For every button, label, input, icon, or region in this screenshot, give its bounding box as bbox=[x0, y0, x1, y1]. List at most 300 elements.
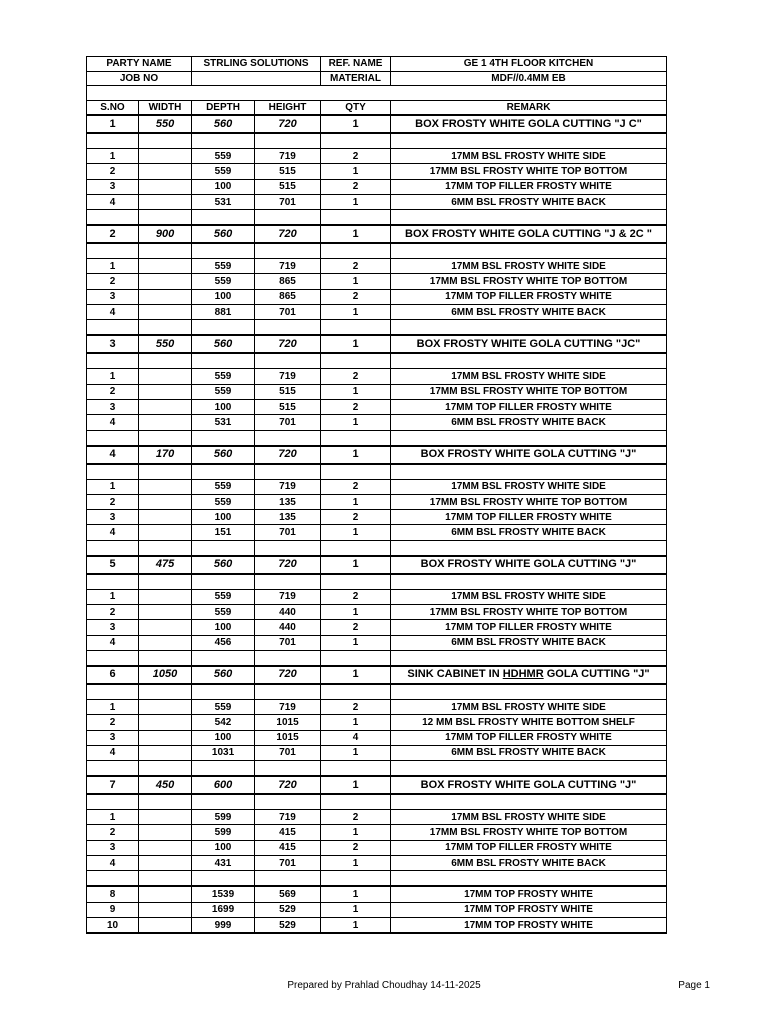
blank-cell bbox=[139, 430, 192, 446]
part-qty: 1 bbox=[321, 494, 391, 509]
part-remark: 17MM TOP FROSTY WHITE bbox=[391, 886, 667, 902]
box-row bbox=[87, 776, 667, 794]
part-sno: 4 bbox=[87, 194, 139, 209]
info-row-job bbox=[87, 71, 667, 86]
part-width bbox=[139, 730, 192, 745]
part-sno: 3 bbox=[87, 840, 139, 855]
blank-cell bbox=[139, 794, 192, 810]
part-height: 415 bbox=[255, 825, 321, 840]
part-sno: 3 bbox=[87, 620, 139, 635]
blank-cell bbox=[391, 210, 667, 226]
part-remark: 6MM BSL FROSTY WHITE BACK bbox=[391, 525, 667, 540]
blank-cell bbox=[139, 540, 192, 556]
part-qty: 1 bbox=[321, 274, 391, 289]
cutting-list-sheet bbox=[86, 56, 666, 934]
part-width bbox=[139, 399, 192, 414]
part-height: 865 bbox=[255, 289, 321, 304]
part-depth: 999 bbox=[192, 917, 255, 933]
blank-cell bbox=[255, 353, 321, 369]
part-depth: 881 bbox=[192, 305, 255, 320]
part-remark: 17MM TOP FILLER FROSTY WHITE bbox=[391, 620, 667, 635]
part-qty: 1 bbox=[321, 384, 391, 399]
part-depth: 559 bbox=[192, 259, 255, 274]
part-remark: 17MM BSL FROSTY WHITE SIDE bbox=[391, 810, 667, 825]
blank-cell bbox=[255, 650, 321, 666]
part-width bbox=[139, 415, 192, 430]
blank-cell bbox=[255, 133, 321, 149]
part-depth: 531 bbox=[192, 415, 255, 430]
job-no-value bbox=[192, 71, 321, 86]
part-height: 719 bbox=[255, 699, 321, 714]
job-no-label: JOB NO bbox=[87, 71, 192, 86]
part-sno: 2 bbox=[87, 825, 139, 840]
col-depth-header: DEPTH bbox=[192, 101, 255, 116]
part-height: 701 bbox=[255, 415, 321, 430]
blank-cell bbox=[192, 684, 255, 700]
part-height: 701 bbox=[255, 525, 321, 540]
part-row bbox=[87, 179, 667, 194]
part-row bbox=[87, 369, 667, 384]
part-width bbox=[139, 840, 192, 855]
blank-cell bbox=[139, 871, 192, 887]
blank-cell bbox=[255, 540, 321, 556]
box-sno: 5 bbox=[87, 556, 139, 574]
blank-cell bbox=[255, 243, 321, 259]
part-width bbox=[139, 810, 192, 825]
blank-cell bbox=[321, 650, 391, 666]
part-qty: 2 bbox=[321, 259, 391, 274]
part-qty: 2 bbox=[321, 699, 391, 714]
part-qty: 2 bbox=[321, 149, 391, 164]
blank-cell bbox=[87, 243, 139, 259]
part-depth: 559 bbox=[192, 589, 255, 604]
part-qty: 1 bbox=[321, 917, 391, 933]
blank-cell bbox=[321, 243, 391, 259]
part-height: 415 bbox=[255, 840, 321, 855]
blank-cell bbox=[87, 650, 139, 666]
part-row bbox=[87, 164, 667, 179]
part-remark: 6MM BSL FROSTY WHITE BACK bbox=[391, 856, 667, 871]
info-row-party bbox=[87, 57, 667, 72]
part-height: 719 bbox=[255, 149, 321, 164]
blank-row bbox=[87, 540, 667, 556]
blank-cell bbox=[192, 794, 255, 810]
blank-cell bbox=[321, 540, 391, 556]
blank-cell bbox=[321, 133, 391, 149]
blank-row bbox=[87, 320, 667, 336]
blank-row bbox=[87, 574, 667, 590]
part-remark: 17MM TOP FROSTY WHITE bbox=[391, 902, 667, 917]
blank-cell bbox=[321, 574, 391, 590]
part-row bbox=[87, 730, 667, 745]
part-height: 529 bbox=[255, 917, 321, 933]
part-row bbox=[87, 510, 667, 525]
part-remark: 17MM TOP FILLER FROSTY WHITE bbox=[391, 840, 667, 855]
part-remark: 6MM BSL FROSTY WHITE BACK bbox=[391, 305, 667, 320]
part-qty: 1 bbox=[321, 745, 391, 760]
part-qty: 2 bbox=[321, 179, 391, 194]
part-height: 515 bbox=[255, 179, 321, 194]
part-remark: 17MM BSL FROSTY WHITE SIDE bbox=[391, 589, 667, 604]
blank-cell bbox=[87, 871, 139, 887]
part-remark: 6MM BSL FROSTY WHITE BACK bbox=[391, 635, 667, 650]
blank-cell bbox=[87, 133, 139, 149]
blank-cell bbox=[139, 650, 192, 666]
part-sno: 3 bbox=[87, 730, 139, 745]
part-sno: 4 bbox=[87, 525, 139, 540]
part-remark: 17MM BSL FROSTY WHITE SIDE bbox=[391, 259, 667, 274]
part-width bbox=[139, 620, 192, 635]
part-qty: 1 bbox=[321, 902, 391, 917]
part-qty: 2 bbox=[321, 479, 391, 494]
part-width bbox=[139, 384, 192, 399]
part-row bbox=[87, 856, 667, 871]
page-number: Page 1 bbox=[678, 980, 710, 991]
blank-row bbox=[87, 794, 667, 810]
blank-cell bbox=[391, 540, 667, 556]
part-row bbox=[87, 605, 667, 620]
part-row bbox=[87, 715, 667, 730]
part-remark: 17MM BSL FROSTY WHITE SIDE bbox=[391, 699, 667, 714]
part-qty: 1 bbox=[321, 715, 391, 730]
part-height: 135 bbox=[255, 510, 321, 525]
part-qty: 1 bbox=[321, 886, 391, 902]
blank-row bbox=[87, 210, 667, 226]
part-width bbox=[139, 605, 192, 620]
part-sno: 1 bbox=[87, 369, 139, 384]
part-qty: 1 bbox=[321, 635, 391, 650]
part-row bbox=[87, 415, 667, 430]
ref-name-label: REF. NAME bbox=[321, 57, 391, 72]
blank-cell bbox=[321, 761, 391, 777]
box-qty: 1 bbox=[321, 666, 391, 684]
part-row bbox=[87, 525, 667, 540]
part-sno: 2 bbox=[87, 715, 139, 730]
part-sno: 2 bbox=[87, 274, 139, 289]
part-depth: 456 bbox=[192, 635, 255, 650]
part-height: 135 bbox=[255, 494, 321, 509]
part-qty: 2 bbox=[321, 289, 391, 304]
blank-cell bbox=[87, 430, 139, 446]
part-sno: 2 bbox=[87, 494, 139, 509]
blank-cell bbox=[391, 133, 667, 149]
part-depth: 559 bbox=[192, 479, 255, 494]
part-depth: 1539 bbox=[192, 886, 255, 902]
blank-cell bbox=[391, 464, 667, 480]
part-height: 515 bbox=[255, 384, 321, 399]
box-remark bbox=[391, 666, 667, 684]
part-depth: 100 bbox=[192, 399, 255, 414]
blank-cell bbox=[192, 650, 255, 666]
box-sno: 1 bbox=[87, 115, 139, 133]
party-name-value: STRLING SOLUTIONS bbox=[192, 57, 321, 72]
box-sno: 2 bbox=[87, 225, 139, 243]
box-height: 720 bbox=[255, 225, 321, 243]
part-row bbox=[87, 810, 667, 825]
part-width bbox=[139, 369, 192, 384]
part-height: 569 bbox=[255, 886, 321, 902]
prepared-by-footer: Prepared by Prahlad Choudhay 14-11-2025 bbox=[287, 980, 481, 991]
blank-cell bbox=[391, 650, 667, 666]
part-sno: 1 bbox=[87, 259, 139, 274]
part-row bbox=[87, 384, 667, 399]
part-sno: 3 bbox=[87, 399, 139, 414]
part-width bbox=[139, 825, 192, 840]
part-qty: 2 bbox=[321, 369, 391, 384]
part-qty: 2 bbox=[321, 510, 391, 525]
box-remark-part: SINK CABINET IN bbox=[407, 668, 503, 681]
part-row bbox=[87, 274, 667, 289]
part-depth: 531 bbox=[192, 194, 255, 209]
box-height: 720 bbox=[255, 776, 321, 794]
part-depth: 431 bbox=[192, 856, 255, 871]
part-qty: 4 bbox=[321, 730, 391, 745]
blank-cell bbox=[321, 320, 391, 336]
blank-row bbox=[87, 353, 667, 369]
box-sno: 6 bbox=[87, 666, 139, 684]
box-remark: BOX FROSTY WHITE GOLA CUTTING "J & 2C " bbox=[391, 225, 667, 243]
box-remark: BOX FROSTY WHITE GOLA CUTTING "J C" bbox=[391, 115, 667, 133]
part-depth: 599 bbox=[192, 810, 255, 825]
blank-cell bbox=[391, 761, 667, 777]
part-height: 1015 bbox=[255, 715, 321, 730]
blank-cell bbox=[255, 684, 321, 700]
box-row bbox=[87, 335, 667, 353]
part-remark: 6MM BSL FROSTY WHITE BACK bbox=[391, 194, 667, 209]
part-remark: 17MM TOP FROSTY WHITE bbox=[391, 917, 667, 933]
part-remark: 17MM BSL FROSTY WHITE TOP BOTTOM bbox=[391, 494, 667, 509]
part-height: 1015 bbox=[255, 730, 321, 745]
part-width bbox=[139, 745, 192, 760]
part-row bbox=[87, 399, 667, 414]
box-qty: 1 bbox=[321, 335, 391, 353]
box-depth: 560 bbox=[192, 115, 255, 133]
part-qty: 1 bbox=[321, 605, 391, 620]
box-row bbox=[87, 225, 667, 243]
blank-cell bbox=[87, 684, 139, 700]
part-width bbox=[139, 510, 192, 525]
blank-cell bbox=[255, 871, 321, 887]
blank-cell bbox=[192, 210, 255, 226]
box-width: 1050 bbox=[139, 666, 192, 684]
box-remark: BOX FROSTY WHITE GOLA CUTTING "J" bbox=[391, 776, 667, 794]
part-width bbox=[139, 886, 192, 902]
part-qty: 1 bbox=[321, 525, 391, 540]
part-row bbox=[87, 289, 667, 304]
part-width bbox=[139, 494, 192, 509]
blank-cell bbox=[391, 794, 667, 810]
part-height: 515 bbox=[255, 399, 321, 414]
part-row bbox=[87, 305, 667, 320]
part-row bbox=[87, 699, 667, 714]
part-height: 701 bbox=[255, 194, 321, 209]
part-remark: 17MM BSL FROSTY WHITE TOP BOTTOM bbox=[391, 164, 667, 179]
blank-cell bbox=[87, 540, 139, 556]
part-remark: 17MM TOP FILLER FROSTY WHITE bbox=[391, 289, 667, 304]
part-qty: 1 bbox=[321, 194, 391, 209]
part-height: 719 bbox=[255, 369, 321, 384]
part-depth: 559 bbox=[192, 149, 255, 164]
col-qty-header: QTY bbox=[321, 101, 391, 116]
part-row bbox=[87, 620, 667, 635]
part-remark: 6MM BSL FROSTY WHITE BACK bbox=[391, 415, 667, 430]
ref-name-value: GE 1 4TH FLOOR KITCHEN bbox=[391, 57, 667, 72]
box-height: 720 bbox=[255, 115, 321, 133]
part-depth: 100 bbox=[192, 179, 255, 194]
part-width bbox=[139, 149, 192, 164]
blank-cell bbox=[192, 243, 255, 259]
box-remark: BOX FROSTY WHITE GOLA CUTTING "J" bbox=[391, 446, 667, 464]
box-depth: 560 bbox=[192, 666, 255, 684]
box-qty: 1 bbox=[321, 556, 391, 574]
part-row bbox=[87, 745, 667, 760]
blank-cell bbox=[255, 464, 321, 480]
part-remark: 17MM TOP FILLER FROSTY WHITE bbox=[391, 730, 667, 745]
box-height: 720 bbox=[255, 446, 321, 464]
part-sno: 1 bbox=[87, 589, 139, 604]
spacer-row bbox=[87, 86, 667, 101]
party-name-label: PARTY NAME bbox=[87, 57, 192, 72]
part-depth: 559 bbox=[192, 494, 255, 509]
part-height: 719 bbox=[255, 810, 321, 825]
part-sno: 8 bbox=[87, 886, 139, 902]
part-qty: 1 bbox=[321, 825, 391, 840]
box-width: 450 bbox=[139, 776, 192, 794]
blank-cell bbox=[391, 871, 667, 887]
part-row bbox=[87, 149, 667, 164]
blank-cell bbox=[87, 320, 139, 336]
box-remark-part: GOLA CUTTING "J" bbox=[543, 668, 650, 681]
cutting-list-table bbox=[86, 56, 667, 934]
box-sno: 3 bbox=[87, 335, 139, 353]
part-sno: 10 bbox=[87, 917, 139, 933]
box-height: 720 bbox=[255, 335, 321, 353]
part-remark: 17MM TOP FILLER FROSTY WHITE bbox=[391, 399, 667, 414]
part-remark: 17MM BSL FROSTY WHITE TOP BOTTOM bbox=[391, 274, 667, 289]
part-width bbox=[139, 259, 192, 274]
part-depth: 559 bbox=[192, 699, 255, 714]
part-remark: 17MM BSL FROSTY WHITE SIDE bbox=[391, 149, 667, 164]
part-remark: 17MM TOP FILLER FROSTY WHITE bbox=[391, 510, 667, 525]
part-width bbox=[139, 902, 192, 917]
part-depth: 559 bbox=[192, 605, 255, 620]
part-width bbox=[139, 589, 192, 604]
blank-cell bbox=[321, 794, 391, 810]
col-remark-header: REMARK bbox=[391, 101, 667, 116]
column-header-row bbox=[87, 101, 667, 116]
blank-cell bbox=[139, 133, 192, 149]
part-width bbox=[139, 164, 192, 179]
part-remark: 17MM BSL FROSTY WHITE TOP BOTTOM bbox=[391, 825, 667, 840]
part-sno: 3 bbox=[87, 510, 139, 525]
blank-cell bbox=[192, 761, 255, 777]
blank-cell bbox=[87, 210, 139, 226]
part-remark: 6MM BSL FROSTY WHITE BACK bbox=[391, 745, 667, 760]
part-row bbox=[87, 479, 667, 494]
part-sno: 1 bbox=[87, 479, 139, 494]
blank-cell bbox=[391, 430, 667, 446]
part-depth: 599 bbox=[192, 825, 255, 840]
box-qty: 1 bbox=[321, 446, 391, 464]
part-remark: 17MM BSL FROSTY WHITE TOP BOTTOM bbox=[391, 384, 667, 399]
part-remark: 17MM BSL FROSTY WHITE TOP BOTTOM bbox=[391, 605, 667, 620]
blank-cell bbox=[192, 320, 255, 336]
part-height: 701 bbox=[255, 305, 321, 320]
blank-cell bbox=[87, 794, 139, 810]
part-width bbox=[139, 179, 192, 194]
part-width bbox=[139, 289, 192, 304]
part-height: 440 bbox=[255, 620, 321, 635]
box-row bbox=[87, 666, 667, 684]
blank-cell bbox=[192, 353, 255, 369]
part-qty: 2 bbox=[321, 840, 391, 855]
part-sno: 1 bbox=[87, 149, 139, 164]
blank-cell bbox=[391, 684, 667, 700]
blank-row bbox=[87, 464, 667, 480]
blank-cell bbox=[321, 871, 391, 887]
part-row bbox=[87, 589, 667, 604]
blank-row bbox=[87, 684, 667, 700]
blank-cell bbox=[139, 210, 192, 226]
part-height: 701 bbox=[255, 856, 321, 871]
part-row bbox=[87, 259, 667, 274]
part-row bbox=[87, 635, 667, 650]
box-depth: 560 bbox=[192, 446, 255, 464]
part-remark: 17MM BSL FROSTY WHITE SIDE bbox=[391, 479, 667, 494]
blank-cell bbox=[255, 761, 321, 777]
blank-cell bbox=[321, 684, 391, 700]
blank-cell bbox=[321, 353, 391, 369]
box-depth: 560 bbox=[192, 225, 255, 243]
extra-row bbox=[87, 917, 667, 933]
blank-cell bbox=[192, 430, 255, 446]
box-depth: 560 bbox=[192, 335, 255, 353]
box-qty: 1 bbox=[321, 225, 391, 243]
blank-row bbox=[87, 243, 667, 259]
blank-row bbox=[87, 430, 667, 446]
part-qty: 2 bbox=[321, 589, 391, 604]
col-sno-header: S.NO bbox=[87, 101, 139, 116]
blank-cell bbox=[321, 210, 391, 226]
part-sno: 4 bbox=[87, 856, 139, 871]
blank-cell bbox=[139, 574, 192, 590]
box-width: 170 bbox=[139, 446, 192, 464]
box-row bbox=[87, 556, 667, 574]
part-depth: 1699 bbox=[192, 902, 255, 917]
material-value: MDF//0.4MM EB bbox=[391, 71, 667, 86]
blank-cell bbox=[139, 243, 192, 259]
part-sno: 3 bbox=[87, 289, 139, 304]
part-width bbox=[139, 715, 192, 730]
material-label: MATERIAL bbox=[321, 71, 391, 86]
part-width bbox=[139, 479, 192, 494]
box-depth: 600 bbox=[192, 776, 255, 794]
blank-cell bbox=[255, 430, 321, 446]
blank-cell bbox=[391, 320, 667, 336]
blank-cell bbox=[139, 684, 192, 700]
part-qty: 2 bbox=[321, 620, 391, 635]
part-height: 440 bbox=[255, 605, 321, 620]
box-row bbox=[87, 115, 667, 133]
part-width bbox=[139, 274, 192, 289]
box-remark-material: HDHMR bbox=[502, 668, 544, 681]
part-qty: 2 bbox=[321, 399, 391, 414]
part-qty: 1 bbox=[321, 415, 391, 430]
blank-cell bbox=[87, 574, 139, 590]
part-qty: 2 bbox=[321, 810, 391, 825]
part-depth: 100 bbox=[192, 840, 255, 855]
blank-cell bbox=[255, 210, 321, 226]
